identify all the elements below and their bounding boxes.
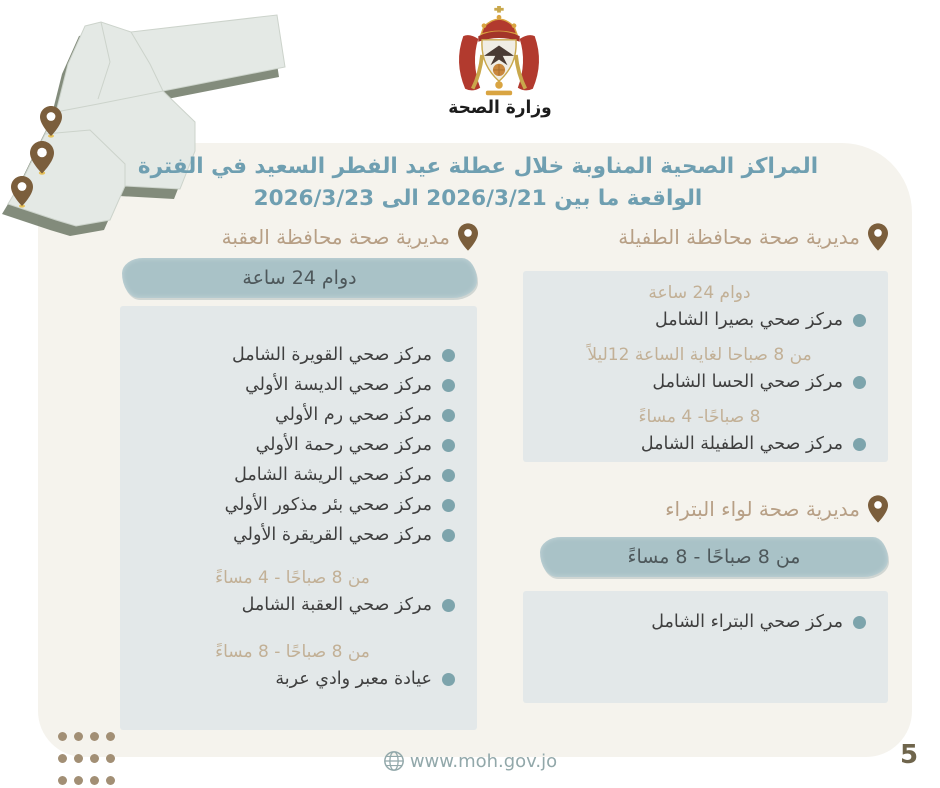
section-title-aqaba: مديرية صحة محافظة العقبة — [221, 225, 450, 249]
bullet-icon — [442, 673, 455, 686]
list-item — [533, 607, 866, 637]
center-name: مركز صحي بصيرا الشامل — [654, 310, 843, 330]
list-item — [130, 430, 455, 460]
footer — [0, 750, 940, 772]
ministry-emblem-icon — [441, 6, 557, 100]
schedule-banner-aqaba — [122, 258, 477, 298]
list-item — [130, 340, 455, 370]
location-pin-icon — [458, 223, 478, 251]
page-title-line1: المراكز الصحية المناوبة خلال عطلة عيد الفطر السعيد في الفترة — [137, 154, 819, 179]
schedule-banner-petra — [540, 537, 888, 577]
schedule-banner-aqaba-label: دوام 24 ساعة — [242, 267, 357, 289]
schedule-banner-petra-label: من 8 صباحًا - 8 مساءً — [627, 546, 801, 568]
center-name: عيادة معبر وادي عربة — [275, 669, 432, 689]
page-title-line2: الواقعة ما بين 2026/3/21 الى 2026/3/23 — [253, 186, 703, 211]
bullet-icon — [442, 349, 455, 362]
bullet-icon — [853, 314, 866, 327]
center-name: مركز صحي العقبة الشامل — [241, 595, 432, 615]
schedule-label: من 8 صباحا لغاية الساعة 12ليلاً — [587, 345, 812, 365]
list-item — [130, 590, 455, 620]
section-header-aqaba — [120, 220, 478, 254]
center-name: مركز صحي رم الأولي — [275, 405, 432, 425]
location-pin-icon — [868, 495, 888, 523]
page-number: 5 — [900, 740, 919, 770]
center-name: مركز صحي رحمة الأولي — [255, 435, 432, 455]
list-item — [130, 664, 455, 694]
bullet-icon — [442, 499, 455, 512]
bullet-icon — [442, 409, 455, 422]
bullet-icon — [853, 438, 866, 451]
section-header-tafileh — [523, 220, 888, 254]
list-item — [533, 367, 866, 397]
schedule-label: من 8 صباحًا - 8 مساءً — [215, 642, 370, 662]
schedule-label: 8 صباحًا- 4 مساءً — [638, 407, 761, 427]
center-name: مركز صحي البتراء الشامل — [651, 612, 843, 632]
bullet-icon — [853, 616, 866, 629]
bullet-icon — [442, 599, 455, 612]
list-item — [130, 460, 455, 490]
center-name: مركز صحي الريشة الشامل — [234, 465, 432, 485]
bullet-icon — [442, 469, 455, 482]
list-item — [130, 370, 455, 400]
center-name: مركز صحي بئر مذكور الأولي — [224, 495, 432, 515]
center-name: مركز صحي القويرة الشامل — [232, 345, 432, 365]
list-item — [130, 490, 455, 520]
schedule-label: دوام 24 ساعة — [648, 283, 751, 303]
list-item — [533, 305, 866, 335]
globe-icon — [383, 750, 405, 772]
list-item — [130, 400, 455, 430]
section-title-petra: مديرية صحة لواء البتراء — [665, 497, 860, 521]
bullet-icon — [442, 439, 455, 452]
section-title-tafileh: مديرية صحة محافظة الطفيلة — [618, 225, 860, 249]
center-name: مركز صحي الطفيلة الشامل — [640, 434, 843, 454]
health-centers-box-aqaba — [120, 306, 477, 730]
bullet-icon — [442, 529, 455, 542]
health-centers-box-petra — [523, 591, 888, 703]
website-link[interactable]: www.moh.gov.jo — [409, 750, 558, 772]
list-item — [533, 429, 866, 459]
center-name: مركز صحي الديسة الأولي — [245, 375, 432, 395]
bullet-icon — [853, 376, 866, 389]
section-header-petra — [523, 492, 888, 526]
location-pin-icon — [868, 223, 888, 251]
center-name: مركز صحي القريقرة الأولي — [233, 525, 432, 545]
bullet-icon — [442, 379, 455, 392]
health-centers-box-tafileh — [523, 271, 888, 462]
dots-decoration — [58, 732, 115, 785]
page-title — [120, 151, 836, 215]
ministry-name-calligraphy: وزارة الصحة — [448, 97, 552, 119]
list-item — [130, 520, 455, 550]
schedule-label: من 8 صباحًا - 4 مساءً — [215, 568, 370, 588]
center-name: مركز صحي الحسا الشامل — [652, 372, 843, 392]
